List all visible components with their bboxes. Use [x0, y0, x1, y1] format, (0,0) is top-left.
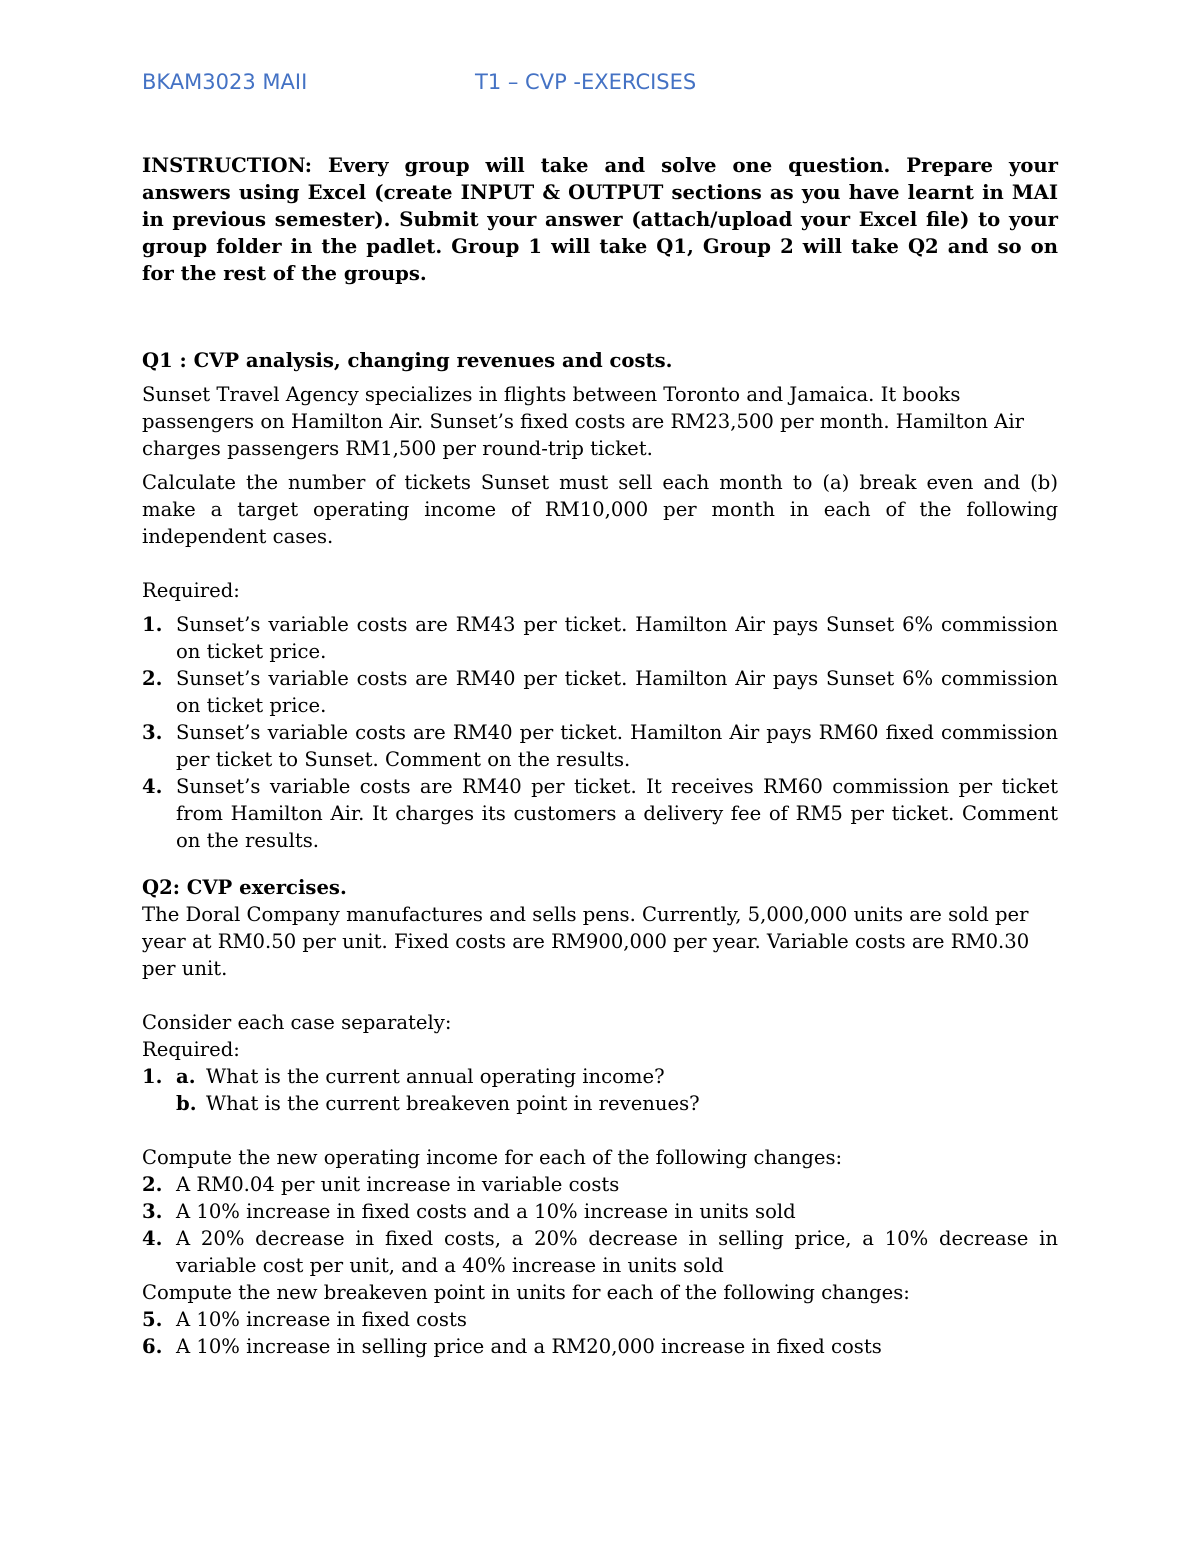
item-number: 2.: [142, 1173, 163, 1196]
list-item: [142, 719, 1058, 773]
list-item: [142, 665, 1058, 719]
list-item: [142, 1333, 1058, 1360]
item-number: 3.: [142, 1200, 163, 1223]
document-title: T1 – CVP -EXERCISES: [475, 70, 697, 94]
q1-paragraph-2: Calculate the number of tickets Sunset must sell each month to (a) break even and (b) make a target operating income of RM10,000 per month in each of the following independent cases.: [142, 471, 1058, 548]
item-number: 5.: [142, 1308, 163, 1331]
q1-paragraph-1: Sunset Travel Agency specializes in flights between Toronto and Jamaica. It books passengers on Hamilton Air. Sunset’s fixed costs are RM23,500 per month. Hamilton Air charges passengers RM1,500 per round-trip ticket.: [142, 383, 1024, 460]
q2-item-1b: [142, 1090, 1058, 1117]
list-item: [142, 1171, 1058, 1198]
q2-breakeven-list: [142, 1306, 1058, 1360]
q2-operating-list: [142, 1171, 1058, 1279]
item-number: 6.: [142, 1335, 163, 1358]
item-text: What is the current annual operating income?: [206, 1065, 665, 1088]
list-item: [142, 1198, 1058, 1225]
item-text: A 10% increase in fixed costs and a 10% increase in units sold: [176, 1200, 796, 1223]
q2-item-1a: [142, 1063, 1058, 1090]
q2-consider-text: Consider each case separately:: [142, 1011, 452, 1034]
q2-operating-intro: Compute the new operating income for each of the following changes:: [142, 1146, 843, 1169]
q2-required-label: Required:: [142, 1038, 240, 1061]
item-number: 2.: [142, 667, 163, 690]
list-item: [142, 611, 1058, 665]
item-text: Sunset’s variable costs are RM40 per ticket. Hamilton Air pays Sunset 6% commission on ticket price.: [176, 667, 1058, 717]
list-item: [142, 773, 1058, 854]
item-letter: b.: [176, 1092, 197, 1115]
item-number: 4.: [142, 775, 163, 798]
page-header: [142, 70, 1058, 102]
item-text: What is the current breakeven point in revenues?: [206, 1092, 700, 1115]
item-number: 1.: [142, 613, 163, 636]
item-text: A RM0.04 per unit increase in variable costs: [176, 1173, 620, 1196]
q1-required-list: [142, 611, 1058, 854]
item-text: A 10% increase in fixed costs: [176, 1308, 467, 1331]
item-text: Sunset’s variable costs are RM40 per ticket. Hamilton Air pays RM60 fixed commission per ticket to Sunset. Comment on the results.: [176, 721, 1058, 771]
item-text: Sunset’s variable costs are RM43 per ticket. Hamilton Air pays Sunset 6% commission on ticket price.: [176, 613, 1058, 663]
q2-paragraph-1: The Doral Company manufactures and sells pens. Currently, 5,000,000 units are sold per year at RM0.50 per unit. Fixed costs are RM900,000 per year. Variable costs are RM0.30 per unit.: [142, 903, 1030, 980]
item-text: A 20% decrease in fixed costs, a 20% decrease in selling price, a 10% decrease in variable cost per unit, and a 40% increase in units sold: [176, 1227, 1058, 1277]
item-number: 1.: [142, 1065, 163, 1088]
item-number: 3.: [142, 721, 163, 744]
q1-required-label: Required:: [142, 579, 240, 602]
item-text: A 10% increase in selling price and a RM20,000 increase in fixed costs: [176, 1335, 882, 1358]
item-text: Sunset’s variable costs are RM40 per ticket. It receives RM60 commission per ticket from Hamilton Air. It charges its customers a delivery fee of RM5 per ticket. Comment on the results.: [176, 775, 1058, 852]
item-number: 4.: [142, 1227, 163, 1250]
q2-breakeven-intro: Compute the new breakeven point in units for each of the following changes:: [142, 1281, 910, 1304]
list-item: [142, 1306, 1058, 1333]
document-body: [142, 152, 1058, 1360]
course-code: BKAM3023 MAII: [142, 70, 308, 94]
item-letter: a.: [176, 1065, 196, 1088]
q1-title: Q1 : CVP analysis, changing revenues and costs.: [142, 349, 673, 372]
instruction-paragraph: INSTRUCTION: Every group will take and solve one question. Prepare your answers using Excel (create INPUT & OUTPUT sections as you have learnt in MAI in previous semester). Submit your answer (attach/upload your Excel file) to your group folder in the padlet. Group 1 will take Q1, Group 2 will take Q2 and so on for the rest of the groups.: [142, 154, 1058, 285]
list-item: [142, 1225, 1058, 1279]
q2-title: Q2: CVP exercises.: [142, 876, 347, 899]
